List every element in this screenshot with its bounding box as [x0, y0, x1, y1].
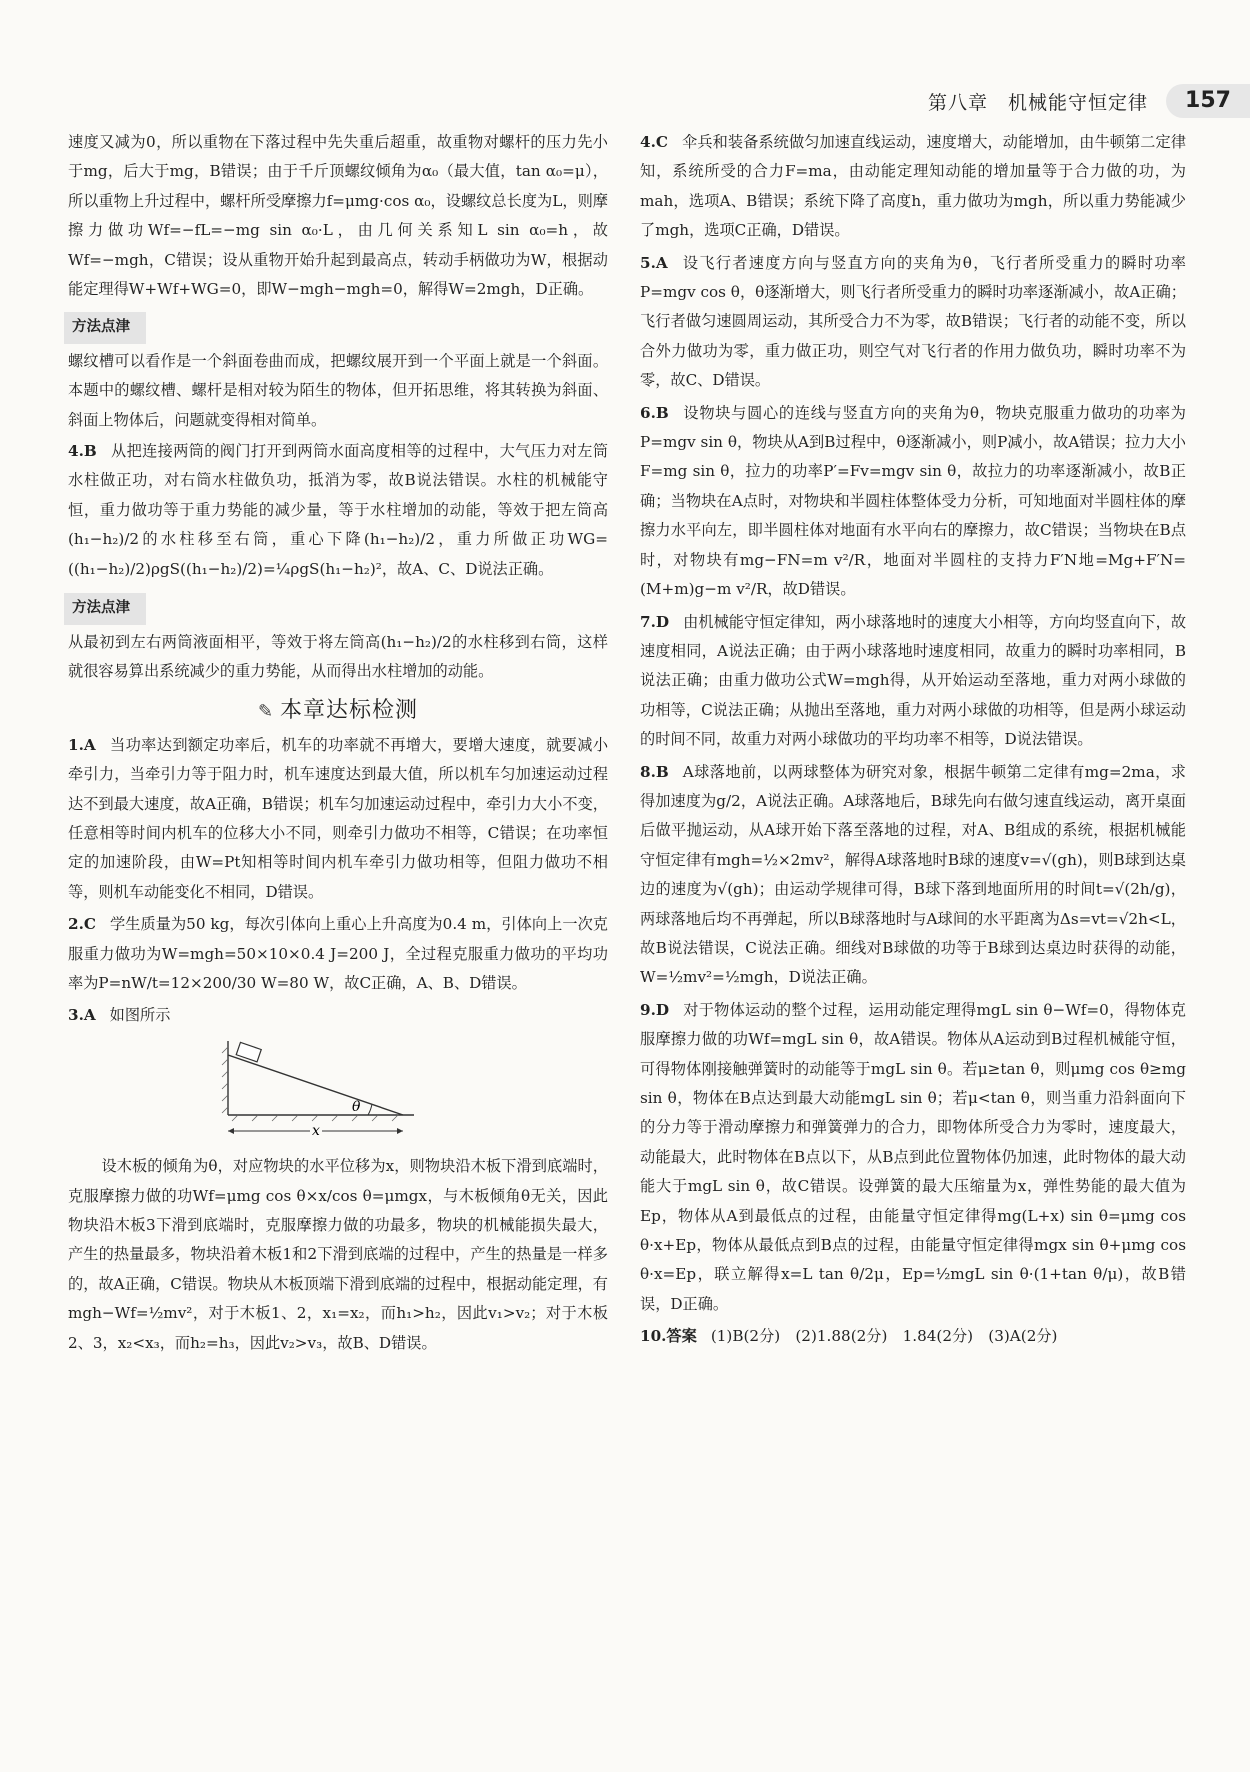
answer-text: 从把连接两筒的阀门打开到两筒水面高度相等的过程中，大气压力对左筒水柱做正功，对右筒水柱做负功，抵消为零，故B说法错误。水柱的机械能守恒，重力做功等于重力势能的减少量，等于水柱增加的动能，等效于把左筒高(h₁−h₂)/2的水柱移至右筒，重心下降(h₁−h₂)/2，重力所做正功WG=((h₁−h₂)/2)ρgS((h₁−h₂)/2)=¼ρgS(h₁−h₂)²，故A、C、D说法正确。 — [68, 442, 608, 578]
right-column — [640, 128, 1186, 1355]
answer-number: 1.A — [68, 735, 96, 754]
pencil-icon: ✎ — [257, 701, 275, 723]
left-paragraph-continued: 速度又减为0，所以重物在下落过程中先失重后超重，故重物对螺杆的压力先小于mg，后大于mg，B错误；由于千斤顶螺纹倾角为α₀（最大值，tan α₀=μ），所以重物上升过程中，螺杆所受摩擦力f=μmg·cos α₀，设螺纹总长度为L，则摩擦力做功Wf=−fL=−mg sin α₀·L，由几何关系知L sin α₀=h，故Wf=−mgh，C错误；设从重物开始升起到最高点，转动手柄做功为W，根据动能定理得W+Wf+WG=0，即W−mgh−mgh=0，解得W=2mgh，D正确。 — [68, 133, 608, 299]
answer-text: 由机械能守恒定律知，两小球落地时的速度大小相等，方向均竖直向下，故速度相同，A说法正确；由于两小球落地时速度相同，故重力的瞬时功率相同，B说法正确；由重力做功公式W=mgh得，从开始运动至落地，重力对两小球做的功相等，C说法正确；从抛出至落地，重力对两小球做的功相等，但是两小球运动的时间不同，故重力对两小球做功的平均功率不相等，D说法错误。 — [640, 612, 1186, 749]
answer-lead: 如图所示 — [109, 1006, 171, 1025]
answer-number: 7.D — [640, 612, 670, 631]
answer-6b — [640, 399, 1186, 605]
answer-number: 3.A — [68, 1006, 96, 1025]
page-header — [858, 84, 1250, 118]
answer-number: 6.B — [640, 403, 669, 422]
answer-text: 设飞行者速度方向与竖直方向的夹角为θ，飞行者所受重力的瞬时功率P=mgv cos θ，θ逐渐增大，则飞行者所受重力的瞬时功率逐渐减小，故A正确；飞行者做匀速圆周运动，其所受合力不为零，故B错误；飞行者的动能不变，所以合外力做功为零，重力做正功，则空气对飞行者的作用力做负功，瞬时功率不为零，故C、D错误。 — [640, 253, 1186, 390]
answer-8b — [640, 758, 1186, 993]
wall-hatching — [222, 1047, 228, 1113]
answer-3a — [68, 1001, 608, 1030]
left-column — [68, 128, 608, 1360]
answer-number: 10.答案 — [640, 1327, 697, 1346]
answer-3a-explanation: 设木板的倾角为θ，对应物块的水平位移为x，则物块沿木板下滑到底端时，克服摩擦力做的功Wf=μmg cos θ×x/cos θ=μmgx，与木板倾角θ无关，因此物块沿木板3下滑到底端时，克服摩擦力做的功最多，物块的机械能损失最大，产生的热量最多，物块沿着木板1和2下滑到底端的过程中，产生的热量是一样多的，故A正确，C错误。物块从木板顶端下滑到底端的过程中，根据动能定理，有mgh−Wf=½mv²，对于木板1、2，x₁=x₂，而h₁>h₂，因此v₁>v₂；对于木板2、3，x₂<x₃，而h₂=h₃，因此v₂>v₃，故B、D错误。 — [68, 1157, 608, 1352]
answer-4b — [68, 437, 608, 584]
incline-board — [228, 1055, 403, 1115]
answer-text: 学生质量为50 kg，每次引体向上重心上升高度为0.4 m，引体向上一次克服重力做功为W=mgh=50×10×0.4 J=200 J，全过程克服重力做功的平均功率为P=nW/t=12×200/30 W=80 W，故C正确，A、B、D错误。 — [68, 915, 608, 992]
answer-number: 5.A — [640, 253, 668, 272]
answer-text: (1)B(2分) (2)1.88(2分) 1.84(2分) (3)A(2分) — [710, 1327, 1058, 1346]
answer-text: 对于物体运动的整个过程，运用动能定理得mgL sin θ−Wf=0，得物体克服摩擦力做的功Wf=mgL sin θ，故A错误。物体从A运动到B过程机械能守恒，可得物体刚接触弹簧时的动能等于mgL sin θ。若μ≥tan θ，则μmg cos θ≥mg sin θ，物体在B点达到最大动能mgL sin θ；若μ<tan θ，则当重力沿斜面向下的分力等于滑动摩擦力和弹簧弹力的合力，即物体所受合力为零时，速度最大，动能最大，此时物体在B点以下，从B点到此位置物体仍加速，此时物体的最大动能大于mgL sin θ，故C错误。设弹簧的最大压缩量为x，弹性势能的最大值为Ep，物体从A到最低点的过程，由能量守恒定律得mg(L+x) sin θ=μmg cos θ·x+Ep，物体从最低点到B点的过程，由能量守恒定律得mgx sin θ+μmg cos θ·x=Ep，联立解得x=L tan θ/2μ，Ep=½mgL sin θ·(1+tan θ/μ)，故B错误，D正确。 — [640, 1000, 1186, 1313]
answer-text: 设物块与圆心的连线与竖直方向的夹角为θ，物块克服重力做功的功率为P=mgv sin θ，物块从A到B过程中，θ逐渐减小，则P减小，故A错误；拉力大小F=mg sin θ，拉力的功率P′=Fv=mgv sin θ，故拉力的功率逐渐减小，故B正确；当物块在A点时，对物块和半圆柱体整体受力分析，可知地面对半圆柱体的摩擦力水平向左，即半圆柱体对地面有水平向右的摩擦力，故C错误；当物块在B点时，对物块有mg−FN=m v²/R，地面对半圆柱的支持力F′N地=Mg+F′N=(M+m)g−m v²/R，故D错误。 — [640, 403, 1187, 599]
chapter-title: 第八章 机械能守恒定律 — [927, 91, 1148, 114]
answer-number: 8.B — [640, 762, 669, 781]
x-label: x — [312, 1122, 320, 1139]
answer-4c — [640, 128, 1186, 246]
method-tip-label-2: 方法点津 — [64, 593, 146, 624]
answer-1a — [68, 731, 608, 907]
ground-hatching — [232, 1115, 398, 1121]
section-title: 本章达标检测 — [280, 698, 419, 724]
incline-diagram — [218, 1035, 418, 1140]
page-number: 157 — [1166, 84, 1250, 118]
answer-9d — [640, 996, 1186, 1319]
answer-2c — [68, 910, 608, 998]
method-tip-text-2: 从最初到左右两筒液面相平，等效于将左筒高(h₁−h₂)/2的水柱移到右筒，这样就很容易算出系统减少的重力势能，从而得出水柱增加的动能。 — [68, 632, 608, 680]
theta-label: θ — [352, 1098, 361, 1115]
x-arrow-right — [397, 1128, 403, 1134]
x-arrow-left — [228, 1128, 234, 1134]
answer-number: 4.B — [68, 442, 97, 461]
answer-10 — [640, 1322, 1186, 1351]
method-tip-label-1: 方法点津 — [64, 312, 146, 343]
angle-arc — [368, 1104, 372, 1115]
answer-number: 9.D — [640, 1000, 670, 1019]
answer-number: 2.C — [68, 915, 96, 934]
answer-5a — [640, 249, 1186, 396]
section-heading — [68, 696, 608, 726]
answer-7d — [640, 608, 1186, 755]
incline-figure — [218, 1035, 608, 1150]
answer-text: 伞兵和装备系统做匀加速直线运动，速度增大，动能增加，由牛顿第二定律知，系统所受的合力F=ma，由动能定理知动能的增加量等于合力做的功，为mah，选项A、B错误；系统下降了高度h，重力做功为mgh，所以重力势能减少了mgh，选项C正确，D错误。 — [640, 133, 1186, 240]
method-tip-text-1: 螺纹槽可以看作是一个斜面卷曲而成，把螺纹展开到一个平面上就是一个斜面。本题中的螺纹槽、螺杆是相对较为陌生的物体，但开拓思维，将其转换为斜面、斜面上物体后，问题就变得相对简单。 — [68, 351, 608, 429]
answer-text: A球落地前，以两球整体为研究对象，根据牛顿第二定律有mg=2ma，求得加速度为g/2，A说法正确。A球落地后，B球先向右做匀速直线运动，离开桌面后做平抛运动，从A球开始下落至落地的过程，对A、B组成的系统，根据机械能守恒定律有mgh=½×2mv²，解得A球落地时B球的速度v=√(gh)，则B球到达桌边的速度为√(gh)；由运动学规律可得，B球下落到地面所用的时间t=√(2h/g)，两球落地后均不再弹起，所以B球落地时与A球间的水平距离为Δs=vt=√2h<L，故B说法错误，C说法正确。细线对B球做的功等于B球到达桌边时获得的动能，W=½mv²=½mgh，D说法正确。 — [640, 762, 1186, 987]
answer-text: 当功率达到额定功率后，机车的功率就不再增大，要增大速度，就要减小牵引力，当牵引力等于阻力时，机车速度达到最大值，所以机车匀加速运动过程达不到最大速度，故A正确，B错误；机车匀加速运动过程中，牵引力大小不变，任意相等时间内机车的位移大小不同，则牵引力做功不相等，C错误；在功率恒定的加速阶段，由W=Pt知相等时间内机车牵引力做功相等，但阻力做功不相等，则机车动能变化不相同，D错误。 — [68, 735, 608, 901]
answer-number: 4.C — [640, 133, 668, 151]
